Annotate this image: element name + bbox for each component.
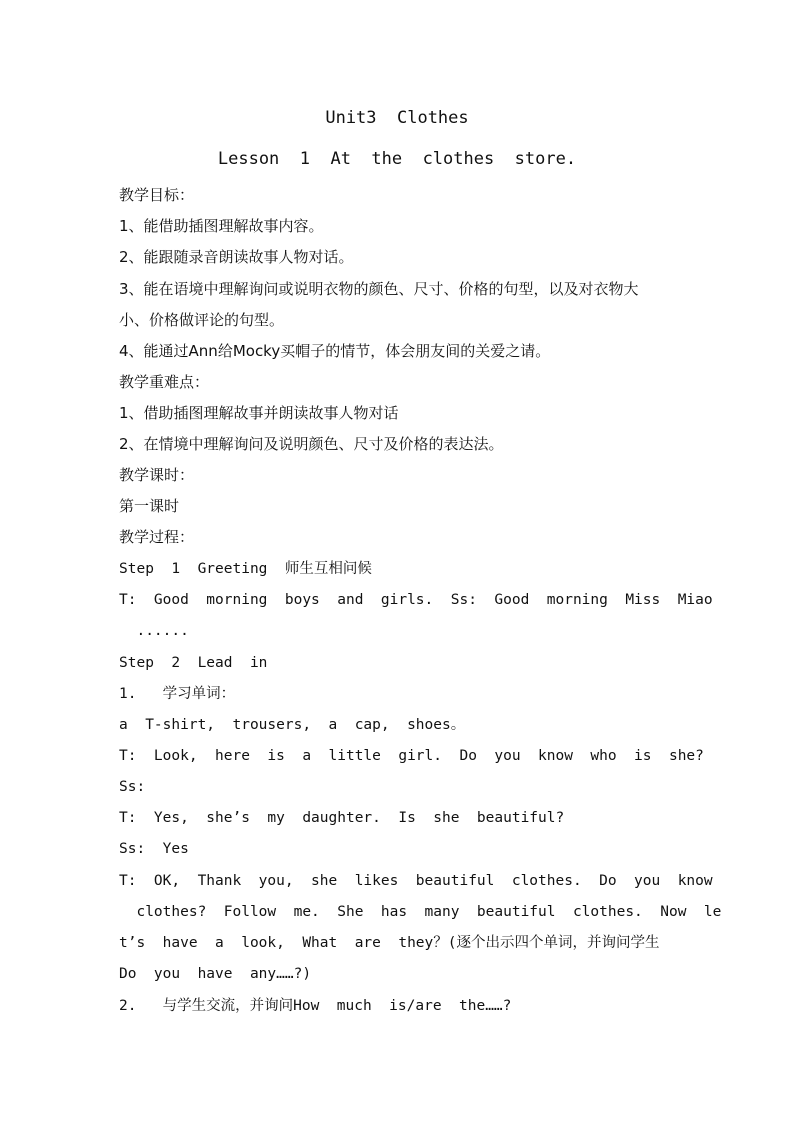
section-heading-key-points: 教学重难点：	[119, 373, 210, 391]
numbered-item: 2. 与学生交流，并询问How much is/are the……?	[119, 998, 512, 1014]
period-label: 第一课时	[119, 497, 180, 515]
dialogue-line: Ss:	[119, 779, 146, 795]
objective-line: 4、能通过Ann给Mocky买帽子的情节，体会朋友间的关爱之请。	[119, 342, 551, 360]
dialogue-line: T: Yes, she’s my daughter. Is she beautiful?	[119, 810, 565, 826]
dialogue-line-continued: ......	[119, 623, 189, 639]
vocabulary-line: a T-shirt, trousers, a cap, shoes。	[119, 717, 466, 733]
objective-line: 1、能借助插图理解故事内容。	[119, 217, 324, 235]
objective-line: 3、能在语境中理解询问或说明衣物的颜色、尺寸、价格的句型，以及对衣物大	[119, 280, 639, 298]
section-heading-periods: 教学课时：	[119, 466, 195, 484]
document-title: Unit3 Clothes	[325, 108, 469, 128]
objective-line: 2、能跟随录音朗读故事人物对话。	[119, 248, 354, 266]
dialogue-line-continued: Do you have any……?)	[119, 966, 312, 982]
key-point-line: 2、在情境中理解询问及说明颜色、尺寸及价格的表达法。	[119, 435, 504, 453]
section-heading-process: 教学过程：	[119, 528, 195, 546]
objective-line-continued: 小、价格做评论的句型。	[119, 311, 285, 329]
dialogue-line-continued: clothes? Follow me. She has many beautiful clothes. Now le	[119, 904, 722, 920]
key-point-line: 1、借助插图理解故事并朗读故事人物对话	[119, 404, 399, 422]
dialogue-line-continued: t’s have a look, What are they？(逐个出示四个单词，并询问学生	[119, 935, 660, 951]
dialogue-line: Ss: Yes	[119, 841, 189, 857]
step-heading: Step 1 Greeting 师生互相问候	[119, 561, 372, 577]
numbered-item: 1. 学习单词：	[119, 686, 236, 702]
section-heading-objectives: 教学目标：	[119, 186, 195, 204]
dialogue-line: T: Good morning boys and girls. Ss: Good morning Miss Miao	[119, 592, 713, 608]
step-heading: Step 2 Lead in	[119, 655, 268, 671]
lesson-subtitle: Lesson 1 At the clothes store.	[217, 149, 577, 169]
dialogue-line: T: OK, Thank you, she likes beautiful clothes. Do you know	[119, 873, 713, 889]
dialogue-line: T: Look, here is a little girl. Do you know who is she?	[119, 748, 704, 764]
